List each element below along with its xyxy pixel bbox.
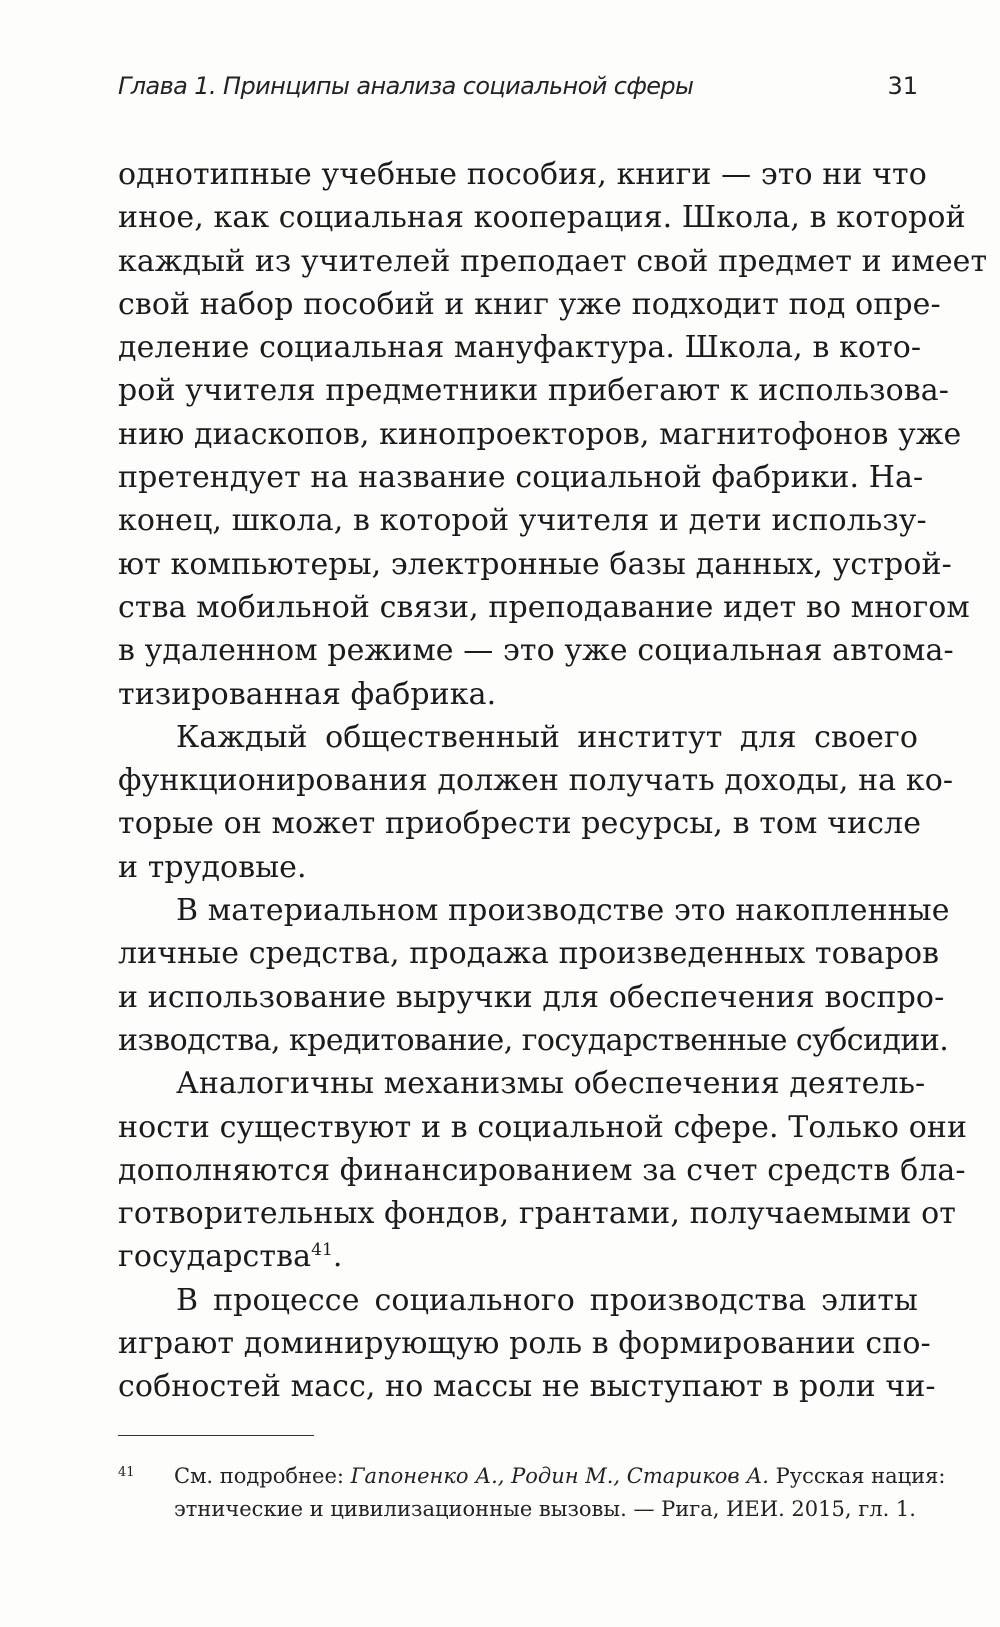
footnote-line [174, 1460, 946, 1493]
text-line: собностей масс, но массы не выступают в роли чи- [118, 1369, 936, 1405]
footnote-number: 41 [118, 1465, 135, 1480]
text-line: конец, школа, в которой учителя и дети использу- [118, 503, 927, 539]
text-line: изводства, кредитование, государственные субсидии. [118, 1022, 949, 1058]
text-fragment: . [332, 1239, 343, 1275]
text-line: функционирования должен получать доходы, на ко- [118, 763, 954, 799]
text-line: в удаленном режиме — это уже социальная автома- [118, 633, 954, 669]
paragraph-1 [118, 153, 988, 716]
footnote-reference[interactable]: 41 [311, 1240, 333, 1261]
footnote [118, 1460, 946, 1526]
text-line: В материальном производстве это накопленные [176, 893, 950, 929]
paragraph-5 [118, 1279, 936, 1409]
text-line: каждый из учителей преподает свой предмет и имеет [118, 243, 988, 279]
text-line: рой учителя предметники прибегают к использова- [118, 373, 949, 409]
footnote-text [174, 1460, 946, 1526]
footnote-prefix: См. подробнее: [174, 1464, 351, 1488]
text-fragment: государства [118, 1239, 312, 1275]
text-line: иное, как социальная кооперация. Школа, в которой [118, 200, 966, 236]
text-line: ства мобильной связи, преподавание идет во многом [118, 589, 970, 625]
text-line: однотипные учебные пособия, книги — это ни что [118, 157, 927, 192]
text-line: деление социальная мануфактура. Школа, в кото- [118, 330, 922, 366]
text-line: В процессе социального производства элиты [176, 1282, 918, 1318]
text-line: и использование выручки для обеспечения воспро- [118, 979, 945, 1015]
text-line: нию диаскопов, кинопроекторов, магнитофонов уже [118, 416, 962, 452]
text-line: Аналогичны механизмы обеспечения деятель- [176, 1066, 926, 1102]
paragraph-4 [118, 1062, 968, 1278]
page-number: 31 [887, 72, 918, 100]
text-line: свой набор пособий и книг уже подходит под опре- [118, 286, 941, 322]
paragraph-2 [118, 716, 954, 889]
text-line: торые он может приобрести ресурсы, в том числе [118, 806, 922, 842]
footnote-title: Русская нация: [768, 1464, 946, 1488]
text-line: готворительных фондов, грантами, получаемыми от [118, 1196, 956, 1232]
text-line-with-footnote [118, 1235, 918, 1278]
paragraph-3 [118, 889, 950, 1062]
text-line: тизированная фабрика. [118, 676, 497, 712]
footnote-divider [118, 1435, 314, 1436]
body-text [118, 153, 988, 1409]
text-line: ют компьютеры, электронные базы данных, устрой- [118, 546, 952, 582]
text-line: Каждый общественный институт для своего [176, 719, 918, 755]
text-line: претендует на название социальной фабрики. На- [118, 460, 924, 496]
running-title: Глава 1. Принципы анализа социальной сферы [118, 72, 694, 100]
footnote-line: этнические и цивилизационные вызовы. — Рига, ИЕИ. 2015, гл. 1. [174, 1497, 916, 1521]
text-line: ности существуют и в социальной сфере. Только они [118, 1109, 968, 1145]
footnote-authors: Гапоненко А., Родин М., Стариков А. [350, 1464, 769, 1488]
text-line: личные средства, продажа произведенных товаров [118, 936, 940, 972]
text-line: играют доминирующую роль в формировании спо- [118, 1326, 931, 1362]
text-line: и трудовые. [118, 849, 307, 885]
text-line: дополняются финансированием за счет средств бла- [118, 1152, 966, 1188]
